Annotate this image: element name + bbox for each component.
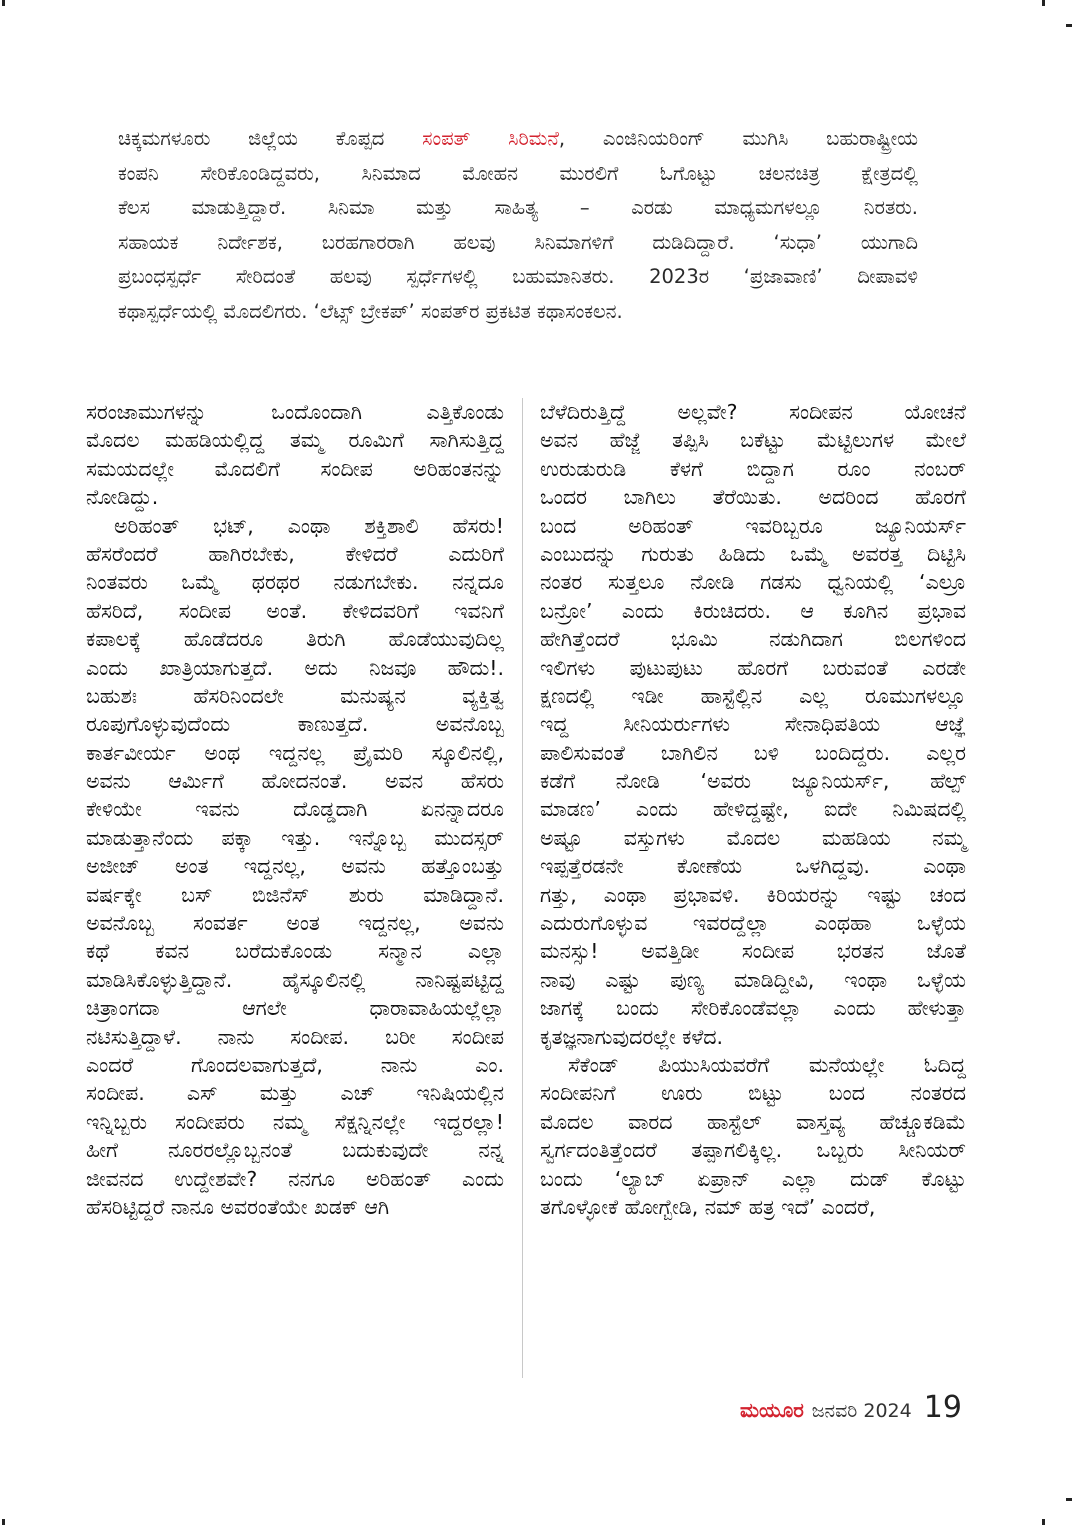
story-line: ಹೇಗಿತ್ತೆಂದರೆ ಭೂಮಿ ನಡುಗಿದಾಗ ಬಿಲಗಳಿಂದ: [540, 627, 966, 652]
bio-line: ಚಿಕ್ಕಮಗಳೂರು ಜಿಲ್ಲೆಯ ಕೊಪ್ಪದ ಸಂಪತ್ ಸಿರಿಮನೆ, ಎಂಜಿನಿಯರಿಂಗ್ ಮುಗಿಸಿ ಬಹುರಾಷ್ಟ್ರೀಯ: [118, 127, 918, 150]
bio-line: ಕಂಪನಿ ಸೇರಿಕೊಂಡಿದ್ದವರು, ಸಿನಿಮಾದ ಮೋಹನ ಮುರಲಿಗೆ ಓಗೊಟ್ಟು ಚಲನಚಿತ್ರ ಕ್ಷೇತ್ರದಲ್ಲಿ: [118, 161, 918, 185]
bio-line: ಕೆಲಸ ಮಾಡುತ್ತಿದ್ದಾರೆ. ಸಿನಿಮಾ ಮತ್ತು ಸಾಹಿತ್ಯ – ಎರಡು ಮಾಧ್ಯಮಗಳಲ್ಲೂ ನಿರತರು.: [118, 196, 918, 219]
page-footer: [740, 1390, 970, 1430]
story-line: ಕಡೆಗೆ ನೋಡಿ ‘ಅವರು ಜ್ಯೂನಿಯರ್ಸ್, ಹೆಲ್ಪ್: [540, 769, 966, 794]
story-line: ಮೊದಲ ಮಹಡಿಯಲ್ಲಿದ್ದ ತಮ್ಮ ರೂಮಿಗೆ ಸಾಗಿಸುತ್ತಿದ್ದ: [86, 428, 504, 453]
bio-line: ಕಥಾಸ್ಪರ್ಧೆಯಲ್ಲಿ ಮೊದಲಿಗರು. ‘ಲೆಟ್ಸ್ ಬ್ರೇಕಪ್’ ಸಂಪತ್‌ರ ಪ್ರಕಟಿತ ಕಥಾಸಂಕಲನ.: [118, 299, 623, 323]
story-line: ವರ್ಷಕ್ಕೇ ಬಸ್ ಬಿಜಿನೆಸ್ ಶುರು ಮಾಡಿದ್ದಾನೆ.: [86, 882, 504, 907]
story-line: ಮಾಡುತ್ತಾನೆಂದು ಪಕ್ಕಾ ಇತ್ತು. ಇನ್ನೊಬ್ಬ ಮುದಸ್ಸರ್: [86, 825, 504, 850]
story-line: ಬಂದ ಅರಿಹಂತ್ ಇವರಿಬ್ಬರೂ ಜ್ಯೂನಿಯರ್ಸ್: [540, 513, 966, 538]
story-line: ಅಜೀಜ್ ಅಂತ ಇದ್ದನಲ್ಲ, ಅವನು ಹತ್ತೊಂಬತ್ತು: [86, 854, 504, 879]
story-line: ಇನ್ನಿಬ್ಬರು ಸಂದೀಪರು ನಮ್ಮ ಸೆಕ್ಷನ್ನಿನಲ್ಲೇ ಇದ್ದರಲ್ಲಾ!: [86, 1109, 504, 1134]
story-line: ಒಂದರ ಬಾಗಿಲು ತೆರೆಯಿತು. ಅದರಿಂದ ಹೊರಗೆ: [540, 485, 966, 510]
story-line: ನಿಂತವರು ಒಮ್ಮೆ ಥರಥರ ನಡುಗಬೇಕು. ನನ್ನದೂ: [86, 570, 504, 595]
story-line: ಸರಂಜಾಮುಗಳನ್ನು ಒಂದೊಂದಾಗಿ ಎತ್ತಿಕೊಂಡು: [86, 400, 504, 424]
story-line: ನಾವು ಎಷ್ಟು ಪುಣ್ಯ ಮಾಡಿದ್ದೀವಿ, ಇಂಥಾ ಒಳ್ಳೆಯ: [540, 967, 966, 992]
story-line: ಇದ್ದ ಸೀನಿಯರ್ರುಗಳು ಸೇನಾಧಿಪತಿಯ ಆಜ್ಞೆ: [540, 712, 966, 737]
story-line: ಕಾರ್ತವೀರ್ಯ ಅಂಥ ಇದ್ದನಲ್ಲ ಪ್ರೈಮರಿ ಸ್ಕೂಲಿನಲ್ಲಿ,: [86, 740, 504, 765]
story-line: ಸಂದೀಪನಿಗೆ ಊರು ಬಿಟ್ಟು ಬಂದ ನಂತರದ: [540, 1081, 966, 1106]
story-line: ಕೃತಜ್ಞನಾಗುವುದರಲ್ಲೇ ಕಳೆದ.: [540, 1024, 724, 1049]
page-number: 19: [923, 1390, 962, 1425]
story-column-right: [540, 398, 966, 1221]
story-line: ಎಂದು ಖಾತ್ರಿಯಾಗುತ್ತದೆ. ಅದು ನಿಜವೂ ಹೌದು!.: [86, 655, 504, 680]
story-line: ಬಹುಶಃ ಹೆಸರಿನಿಂದಲೇ ಮನುಷ್ಯನ ವ್ಯಕ್ತಿತ್ವ: [86, 683, 504, 708]
story-line: ಚಿತ್ರಾಂಗದಾ ಆಗಲೇ ಧಾರಾವಾಹಿಯಲ್ಲೆಲ್ಲಾ: [86, 996, 504, 1021]
story-line: ಎಂದರೆ ಗೊಂದಲವಾಗುತ್ತದೆ, ನಾನು ಎಂ.: [86, 1052, 504, 1077]
story-line: ಮಾಡಿಸಿಕೊಳ್ಳುತ್ತಿದ್ದಾನೆ. ಹೈಸ್ಕೂಲಿನಲ್ಲಿ ನಾನಿಷ್ಟಪಟ್ಟಿದ್ದ: [86, 967, 504, 992]
crop-mark-top-left: [2, 0, 5, 6]
story-line: ಇಪ್ಪತ್ತೆರಡನೇ ಕೋಣೆಯ ಒಳಗಿದ್ದವು. ಎಂಥಾ: [540, 854, 966, 879]
column-divider: [522, 398, 523, 1378]
crop-mark-bottom-left: [2, 1519, 5, 1525]
story-line: ಪಾಲಿಸುವಂತೆ ಬಾಗಿಲಿನ ಬಳಿ ಬಂದಿದ್ದರು. ಎಲ್ಲರ: [540, 740, 966, 765]
story-line: ಅವನು ಆರ್ಮಿಗೆ ಹೋದನಂತೆ. ಅವನ ಹೆಸರು: [86, 769, 504, 794]
bio-line: ಸಹಾಯಕ ನಿರ್ದೇಶಕ, ಬರಹಗಾರರಾಗಿ ಹಲವು ಸಿನಿಮಾಗಳಿಗೆ ದುಡಿದಿದ್ದಾರೆ. ‘ಸುಧಾ’ ಯುಗಾದಿ: [118, 230, 918, 254]
story-line: ಎಂಬುದನ್ನು ಗುರುತು ಹಿಡಿದು ಒಮ್ಮೆ ಅವರತ್ತ ದಿಟ್ಟಿಸಿ: [540, 541, 966, 566]
issue-date: ಜನವರಿ 2024: [811, 1400, 912, 1422]
author-name: ಸಂಪತ್ ಸಿರಿಮನೆ: [422, 127, 559, 150]
story-line: ಹೆಸರಿಟ್ಟಿದ್ದರೆ ನಾನೂ ಅವರಂತೆಯೇ ಖಡಕ್ ಆಗಿ: [86, 1194, 390, 1219]
story-line: ಕೇಳಿಯೇ ಇವನು ದೊಡ್ಡದಾಗಿ ಏನನ್ನಾದರೂ: [86, 797, 504, 822]
crop-mark-top-right: [1042, 0, 1045, 6]
story-line: ಜಾಗಕ್ಕೆ ಬಂದು ಸೇರಿಕೊಂಡೆವಲ್ಲಾ ಎಂದು ಹೇಳುತ್ತಾ: [540, 996, 966, 1021]
story-line: ಉರುಡುರುಡಿ ಕೆಳಗೆ ಬಿದ್ದಾಗ ರೂಂ ನಂಬರ್: [540, 456, 966, 481]
story-line: ಸ್ವರ್ಗದಂತಿತ್ತೆಂದರೆ ತಪ್ಪಾಗಲಿಕ್ಕಿಲ್ಲ. ಒಬ್ಬರು ಸೀನಿಯರ್: [540, 1138, 966, 1163]
crop-mark-right-lower: [1066, 1498, 1072, 1501]
author-bio: [118, 122, 918, 329]
story-line: ಅವನೊಬ್ಬ ಸಂವರ್ತ ಅಂತ ಇದ್ದನಲ್ಲ, ಅವನು: [86, 911, 504, 936]
story-line: ಗತ್ತು, ಎಂಥಾ ಪ್ರಭಾವಳಿ. ಕಿರಿಯರನ್ನು ಇಷ್ಟು ಚಂದ: [540, 882, 966, 907]
story-line: ಮಾಡಣ’ ಎಂದು ಹೇಳಿದ್ದಷ್ಟೇ, ಐದೇ ನಿಮಿಷದಲ್ಲಿ: [540, 797, 966, 822]
story-line: ಬನ್ರೋ’ ಎಂದು ಕಿರುಚಿದರು. ಆ ಕೂಗಿನ ಪ್ರಭಾವ: [540, 598, 966, 623]
story-line: ಎದುರುಗೊಳ್ಳುವ ಇವರದ್ದೆಲ್ಲಾ ಎಂಥಹಾ ಒಳ್ಳೆಯ: [540, 911, 966, 936]
story-line: ಅಷ್ಟೂ ವಸ್ತುಗಳು ಮೊದಲ ಮಹಡಿಯ ನಮ್ಮ: [540, 825, 966, 850]
crop-mark-bottom-right: [1042, 1519, 1045, 1525]
story-line: ತಗೊಳ್ಳೋಕೆ ಹೋಗ್ಬೇಡಿ, ನಮ್ ಹತ್ರ ಇದೆ’ ಎಂದರೆ,: [540, 1194, 876, 1219]
story-line: ಕ್ಷಣದಲ್ಲಿ ಇಡೀ ಹಾಸ್ಟೆಲ್ಲಿನ ಎಲ್ಲ ರೂಮುಗಳಲ್ಲೂ: [540, 683, 966, 708]
bio-line: ಪ್ರಬಂಧಸ್ಪರ್ಧೆ ಸೇರಿದಂತೆ ಹಲವು ಸ್ಪರ್ಧೆಗಳಲ್ಲಿ ಬಹುಮಾನಿತರು. 2023ರ ‘ಪ್ರಜಾವಾಣಿ’ ದೀಪಾವಳಿ: [118, 265, 918, 288]
story-line: ಹೆಸರೆಂದರೆ ಹಾಗಿರಬೇಕು, ಕೇಳಿದರೆ ಎದುರಿಗೆ: [86, 541, 504, 566]
story-line: ಜೀವನದ ಉದ್ದೇಶವೇ? ನನಗೂ ಅರಿಹಂತ್ ಎಂದು: [86, 1166, 504, 1191]
story-line: ನಟಿಸುತ್ತಿದ್ದಾಳೆ. ನಾನು ಸಂದೀಪ. ಬರೀ ಸಂದೀಪ: [86, 1024, 504, 1049]
story-line: ರೂಪುಗೊಳ್ಳುವುದೆಂದು ಕಾಣುತ್ತದೆ. ಅವನೊಬ್ಬ: [86, 712, 504, 737]
story-line: ಕಥೆ ಕವನ ಬರೆದುಕೊಂಡು ಸನ್ಮಾನ ಎಲ್ಲಾ: [86, 939, 504, 964]
story-line: ಅವನ ಹೆಜ್ಜೆ ತಪ್ಪಿಸಿ ಬಕೆಟ್ಟು ಮೆಟ್ಟಿಲುಗಳ ಮೇಲೆ: [540, 428, 966, 453]
story-line: ಹೆಸರಿದೆ, ಸಂದೀಪ ಅಂತೆ. ಕೇಳಿದವರಿಗೆ ಇವನಿಗೆ: [86, 598, 504, 623]
story-line: ಹೀಗೆ ನೂರರಲ್ಲೊಬ್ಬನಂತೆ ಬದುಕುವುದೇ ನನ್ನ: [86, 1138, 504, 1163]
story-line: ಸಮಯದಲ್ಲೇ ಮೊದಲಿಗೆ ಸಂದೀಪ ಅರಿಹಂತನನ್ನು: [86, 456, 504, 481]
story-line: ಮನಸ್ಸು! ಅವತ್ತಿಡೀ ಸಂದೀಪ ಭರತನ ಜೊತೆ: [540, 939, 966, 964]
crop-mark-right-upper: [1066, 24, 1072, 27]
story-line: ಇಲಿಗಳು ಪುಟುಪುಟು ಹೊರಗೆ ಬರುವಂತೆ ಎರಡೇ: [540, 655, 966, 680]
story-line: ಸಂದೀಪ. ಎಸ್ ಮತ್ತು ಎಚ್ ಇನಿಷಿಯಲ್ಲಿನ: [86, 1081, 504, 1106]
magazine-name: ಮಯೂರ: [740, 1398, 804, 1422]
story-line: ಬಂದು ‘ಲ್ಯಾಬ್ ಏಪ್ರಾನ್ ಎಲ್ಲಾ ದುಡ್ ಕೊಟ್ಟು: [540, 1166, 966, 1191]
story-line: ಕಪಾಲಕ್ಕೆ ಹೊಡೆದರೂ ತಿರುಗಿ ಹೊಡೆಯುವುದಿಲ್ಲ: [86, 627, 504, 652]
story-column-left: [86, 398, 504, 1221]
story-line: ಬೆಳೆದಿರುತ್ತಿದ್ದೆ ಅಲ್ಲವೇ? ಸಂದೀಪನ ಯೋಚನೆ: [540, 400, 966, 424]
story-line: ಮೊದಲ ವಾರದ ಹಾಸ್ಟೆಲ್ ವಾಸ್ತವ್ಯ ಹೆಚ್ಚೂಕಡಿಮೆ: [540, 1109, 966, 1134]
story-line: ನಂತರ ಸುತ್ತಲೂ ನೋಡಿ ಗಡಸು ಧ್ವನಿಯಲ್ಲಿ ‘ಎಲ್ರೂ: [540, 570, 966, 595]
story-line: ಸೆಕೆಂಡ್ ಪಿಯುಸಿಯವರೆಗೆ ಮನೆಯಲ್ಲೇ ಓದಿದ್ದ: [568, 1052, 966, 1077]
story-line: ಅರಿಹಂತ್ ಭಟ್, ಎಂಥಾ ಶಕ್ತಿಶಾಲಿ ಹೆಸರು!: [114, 513, 504, 538]
story-line: ನೋಡಿದ್ದು.: [86, 485, 159, 510]
